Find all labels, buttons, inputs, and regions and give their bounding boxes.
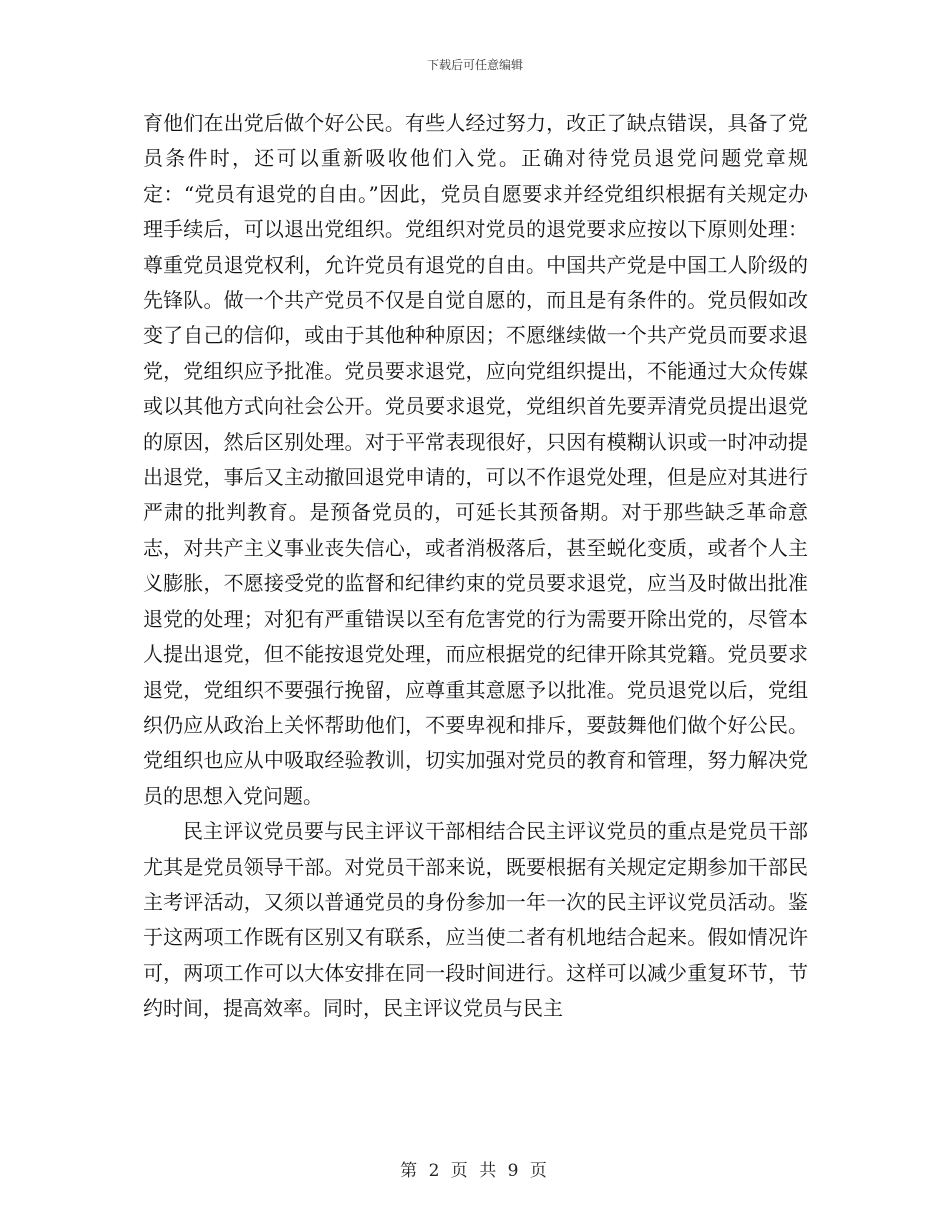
document-body <box>143 106 808 1027</box>
page-header <box>0 56 950 73</box>
paragraph-democratic-review: 民主评议党员要与民主评议干部相结合民主评议党员的重点是党员干部尤其是党员领导干部。对党员干部来说，既要根据有关规定定期参加干部民主考评活动，又须以普通党员的身份参加一年一次的民主评议党员活动。鉴于这两项工作既有区别又有联系，应当使二者有机地结合起来。假如情况许可，两项工作可以大体安排在同一段时间进行。这样可以减少重复环节，节约时间，提高效率。同时，民主评议党员与民主 <box>143 819 808 1021</box>
paragraph-continued: 育他们在出党后做个好公民。有些人经过努力，改正了缺点错误，具备了党员条件时，还可以重新吸收他们入党。正确对待党员退党问题党章规定：“党员有退党的自由。”因此，党员自愿要求并经党组织根据有关规定办理手续后，可以退出党组织。党组织对党员的退党要求应按以下原则处理：尊重党员退党权利，允许党员有退党的自由。中国共产党是中国工人阶级的先锋队。做一个共产党员不仅是自觉自愿的，而且是有条件的。党员假如改变了自己的信仰，或由于其他种种原因；不愿继续做一个共产党员而要求退党，党组织应予批准。党员要求退党，应向党组织提出，不能通过大众传媒或以其他方式向社会公开。党员要求退党，党组织首先要弄清党员提出退党的原因，然后区别处理。对于平常表现很好，只因有模糊认识或一时冲动提出退党，事后又主动撤回退党申请的，可以不作退党处理，但是应对其进行严肃的批判教育。是预备党员的，可延长其预备期。对于那些缺乏革命意志，对共产主义事业丧失信心，或者消极落后，甚至蜕化变质，或者个人主义膨胀，不愿接受党的监督和纪律约束的党员要求退党，应当及时做出批准退党的处理；对犯有严重错误以至有危害党的行为需要开除出党的，尽管本人提出退党，但不能按退党处理，而应根据党的纪律开除其党籍。党员要求退党，党组织不要强行挽留，应尊重其意愿予以批准。党员退党以后，党组织仍应从政治上关怀帮助他们，不要卑视和排斥，要鼓舞他们做个好公民。党组织也应从中吸取经验教训，切实加强对党员的教育和管理，努力解决党员的思想入党问题。 <box>143 111 808 808</box>
header-note: 下载后可任意编辑 <box>426 58 523 72</box>
page-footer <box>0 1156 950 1181</box>
page-number: 第 2 页 共 9 页 <box>400 1161 550 1181</box>
